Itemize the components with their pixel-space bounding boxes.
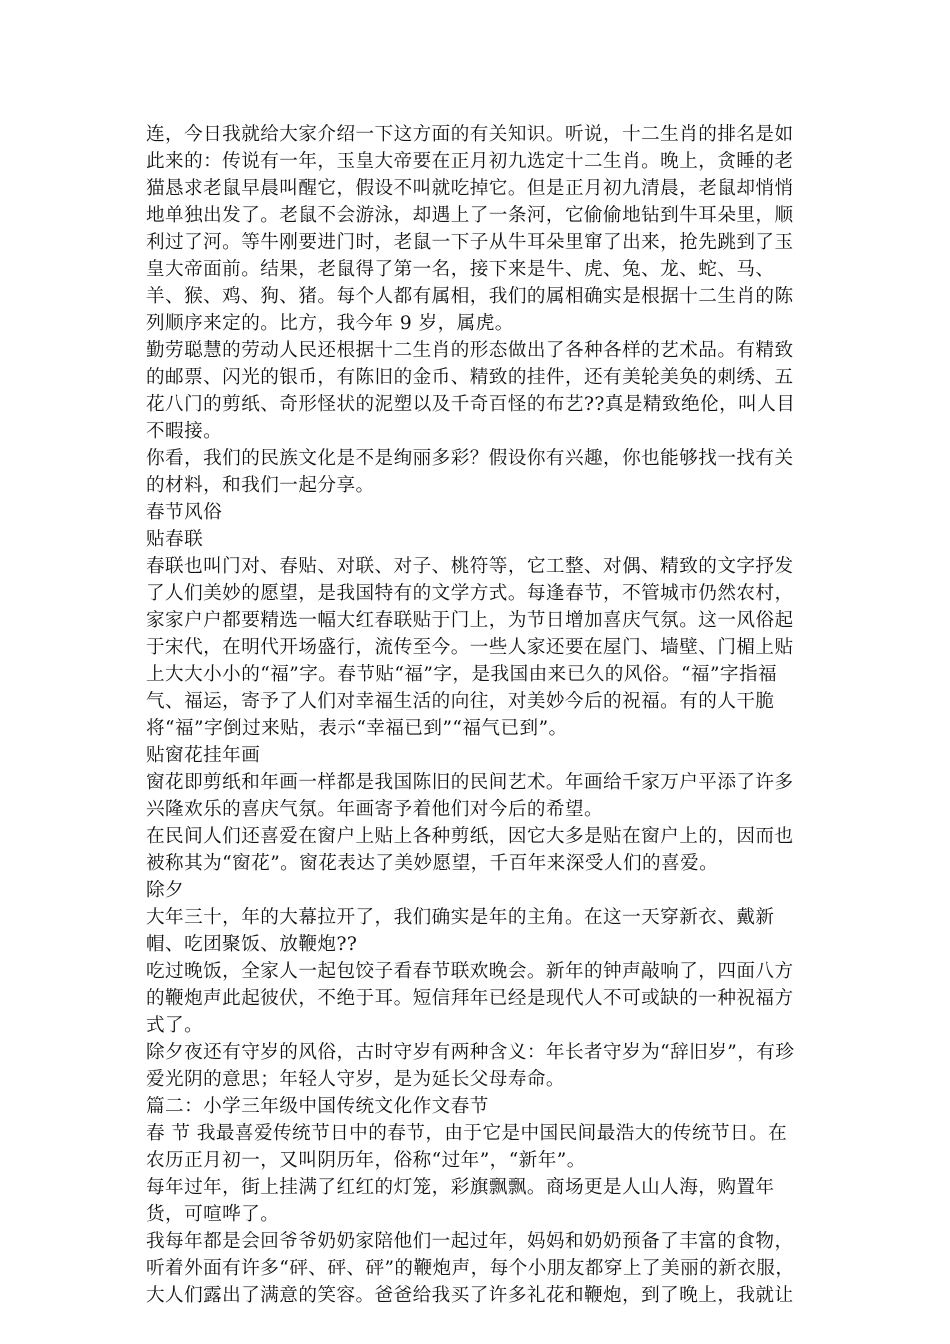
text-line: 式了。 (146, 1015, 204, 1036)
text-line: 的材料，和我们一起分享。 (146, 475, 375, 496)
text-line: 货，可喧哗了。 (146, 1204, 280, 1225)
text-line: 此来的：传说有一年，玉皇大帝要在正月初九选定十二生肖。晚上，贪睡的老 (146, 151, 794, 172)
text-line: 猫恳求老鼠早晨叫醒它，假设不叫就吃掉它。但是正月初九清晨，老鼠却悄悄 (146, 178, 794, 199)
text-line: 大人们露出了满意的笑容。爸爸给我买了许多礼花和鞭炮，到了晚上，我就让 (146, 1285, 794, 1306)
text-line: 你看，我们的民族文化是不是绚丽多彩？假设你有兴趣，你也能够找一找有关 (146, 448, 794, 469)
text-line: 春 节 我最喜爱传统节日中的春节，由于它是中国民间最浩大的传统节日。在 (146, 1123, 788, 1144)
section-heading (146, 526, 806, 553)
paragraph (146, 337, 806, 445)
text-line: 篇二：小学三年级中国传统文化作文春节 (146, 1096, 489, 1117)
text-line: 不暇接。 (146, 421, 223, 442)
text-line: 被称其为“窗花”。窗花表达了美妙愿望，千百年来深受人们的喜爱。 (146, 853, 719, 874)
text-line: 春联也叫门对、春贴、对联、对子、桃符等，它工整、对偶、精致的文字抒发 (146, 556, 794, 577)
text-line: 贴窗花挂年画 (146, 745, 261, 766)
text-line: 上大大小小的“福”字。春节贴“福”字，是我国由来已久的风俗。“福”字指福 (146, 664, 778, 685)
document-page (146, 121, 806, 1309)
text-line: 除夕夜还有守岁的风俗，古时守岁有两种含义：年长者守岁为“辞旧岁”，有珍 (146, 1042, 795, 1063)
text-line: 花八门的剪纸、奇形怪状的泥塑以及千奇百怪的布艺??真是精致绝伦，叫人目 (146, 394, 796, 415)
text-line: 除夕 (146, 880, 185, 901)
text-line: 了人们美妙的愿望，是我国特有的文学方式。每逢春节，不管城市仍然农村， (146, 583, 794, 604)
text-line: 皇大帝面前。结果，老鼠得了第一名，接下来是牛、虎、兔、龙、蛇、马、 (146, 259, 775, 280)
text-line: 大年三十，年的大幕拉开了，我们确实是年的主角。在这一天穿新衣、戴新 (146, 907, 775, 928)
text-line: 的鞭炮声此起彼伏，不绝于耳。短信拜年已经是现代人不可或缺的一种祝福方 (146, 988, 794, 1009)
text-line: 每年过年，街上挂满了红红的灯笼，彩旗飘飘。商场更是人山人海，购置年 (146, 1177, 775, 1198)
text-line: 贴春联 (146, 529, 204, 550)
text-line: 勤劳聪慧的劳动人民还根据十二生肖的形态做出了各种各样的艺术品。有精致 (146, 340, 794, 361)
text-line: 兴隆欢乐的喜庆气氛。年画寄予着他们对今后的希望。 (146, 799, 604, 820)
text-line: 将“福”字倒过来贴，表示“幸福已到”“福气已到”。 (146, 718, 568, 739)
paragraph (146, 1174, 806, 1228)
paragraph (146, 1120, 806, 1174)
text-line: 春节风俗 (146, 502, 223, 523)
text-line: 利过了河。等牛刚要进门时，老鼠一下子从牛耳朵里窜了出来，抢先跳到了玉 (146, 232, 794, 253)
text-line: 吃过晚饭，全家人一起包饺子看春节联欢晚会。新年的钟声敲响了，四面八方 (146, 961, 794, 982)
section-heading (146, 1093, 806, 1120)
text-line: 农历正月初一，又叫阴历年，俗称“过年”，“新年”。 (146, 1150, 586, 1171)
paragraph (146, 553, 806, 742)
text-line: 听着外面有许多“砰、砰、砰”的鞭炮声，每个小朋友都穿上了美丽的新衣服， (146, 1258, 795, 1279)
text-line: 于宋代，在明代开场盛行，流传至今。一些人家还要在屋门、墙壁、门楣上贴 (146, 637, 794, 658)
text-line: 帽、吃团聚饭、放鞭炮?? (146, 934, 358, 955)
text-line: 在民间人们还喜爱在窗户上贴上各种剪纸，因它大多是贴在窗户上的，因而也 (146, 826, 794, 847)
paragraph (146, 1228, 806, 1309)
text-line: 家家户户都要精选一幅大红春联贴于门上，为节日增加喜庆气氛。这一风俗起 (146, 610, 794, 631)
paragraph (146, 823, 806, 877)
text-line: 我每年都是会回爷爷奶奶家陪他们一起过年，妈妈和奶奶预备了丰富的食物， (146, 1231, 794, 1252)
paragraph (146, 121, 806, 337)
text-line: 窗花即剪纸和年画一样都是我国陈旧的民间艺术。年画给千家万户平添了许多 (146, 772, 794, 793)
text-line: 列顺序来定的。比方，我今年 9 岁，属虎。 (146, 313, 514, 334)
paragraph (146, 904, 806, 958)
text-line: 爱光阴的意思；年轻人守岁，是为延长父母寿命。 (146, 1069, 565, 1090)
text-line: 地单独出发了。老鼠不会游泳，却遇上了一条河，它偷偷地钻到牛耳朵里，顺 (146, 205, 794, 226)
paragraph (146, 1039, 806, 1093)
text-line: 气、福运，寄予了人们对幸福生活的向往，对美妙今后的祝福。有的人干脆 (146, 691, 775, 712)
text-line: 羊、猴、鸡、狗、猪。每个人都有属相，我们的属相确实是根据十二生肖的陈 (146, 286, 794, 307)
paragraph (146, 445, 806, 499)
text-line: 的邮票、闪光的银币，有陈旧的金币、精致的挂件，还有美轮美奂的刺绣、五 (146, 367, 794, 388)
section-heading (146, 499, 806, 526)
section-heading (146, 742, 806, 769)
text-line: 连，今日我就给大家介绍一下这方面的有关知识。听说，十二生肖的排名是如 (146, 124, 794, 145)
section-heading (146, 877, 806, 904)
paragraph (146, 958, 806, 1039)
paragraph (146, 769, 806, 823)
